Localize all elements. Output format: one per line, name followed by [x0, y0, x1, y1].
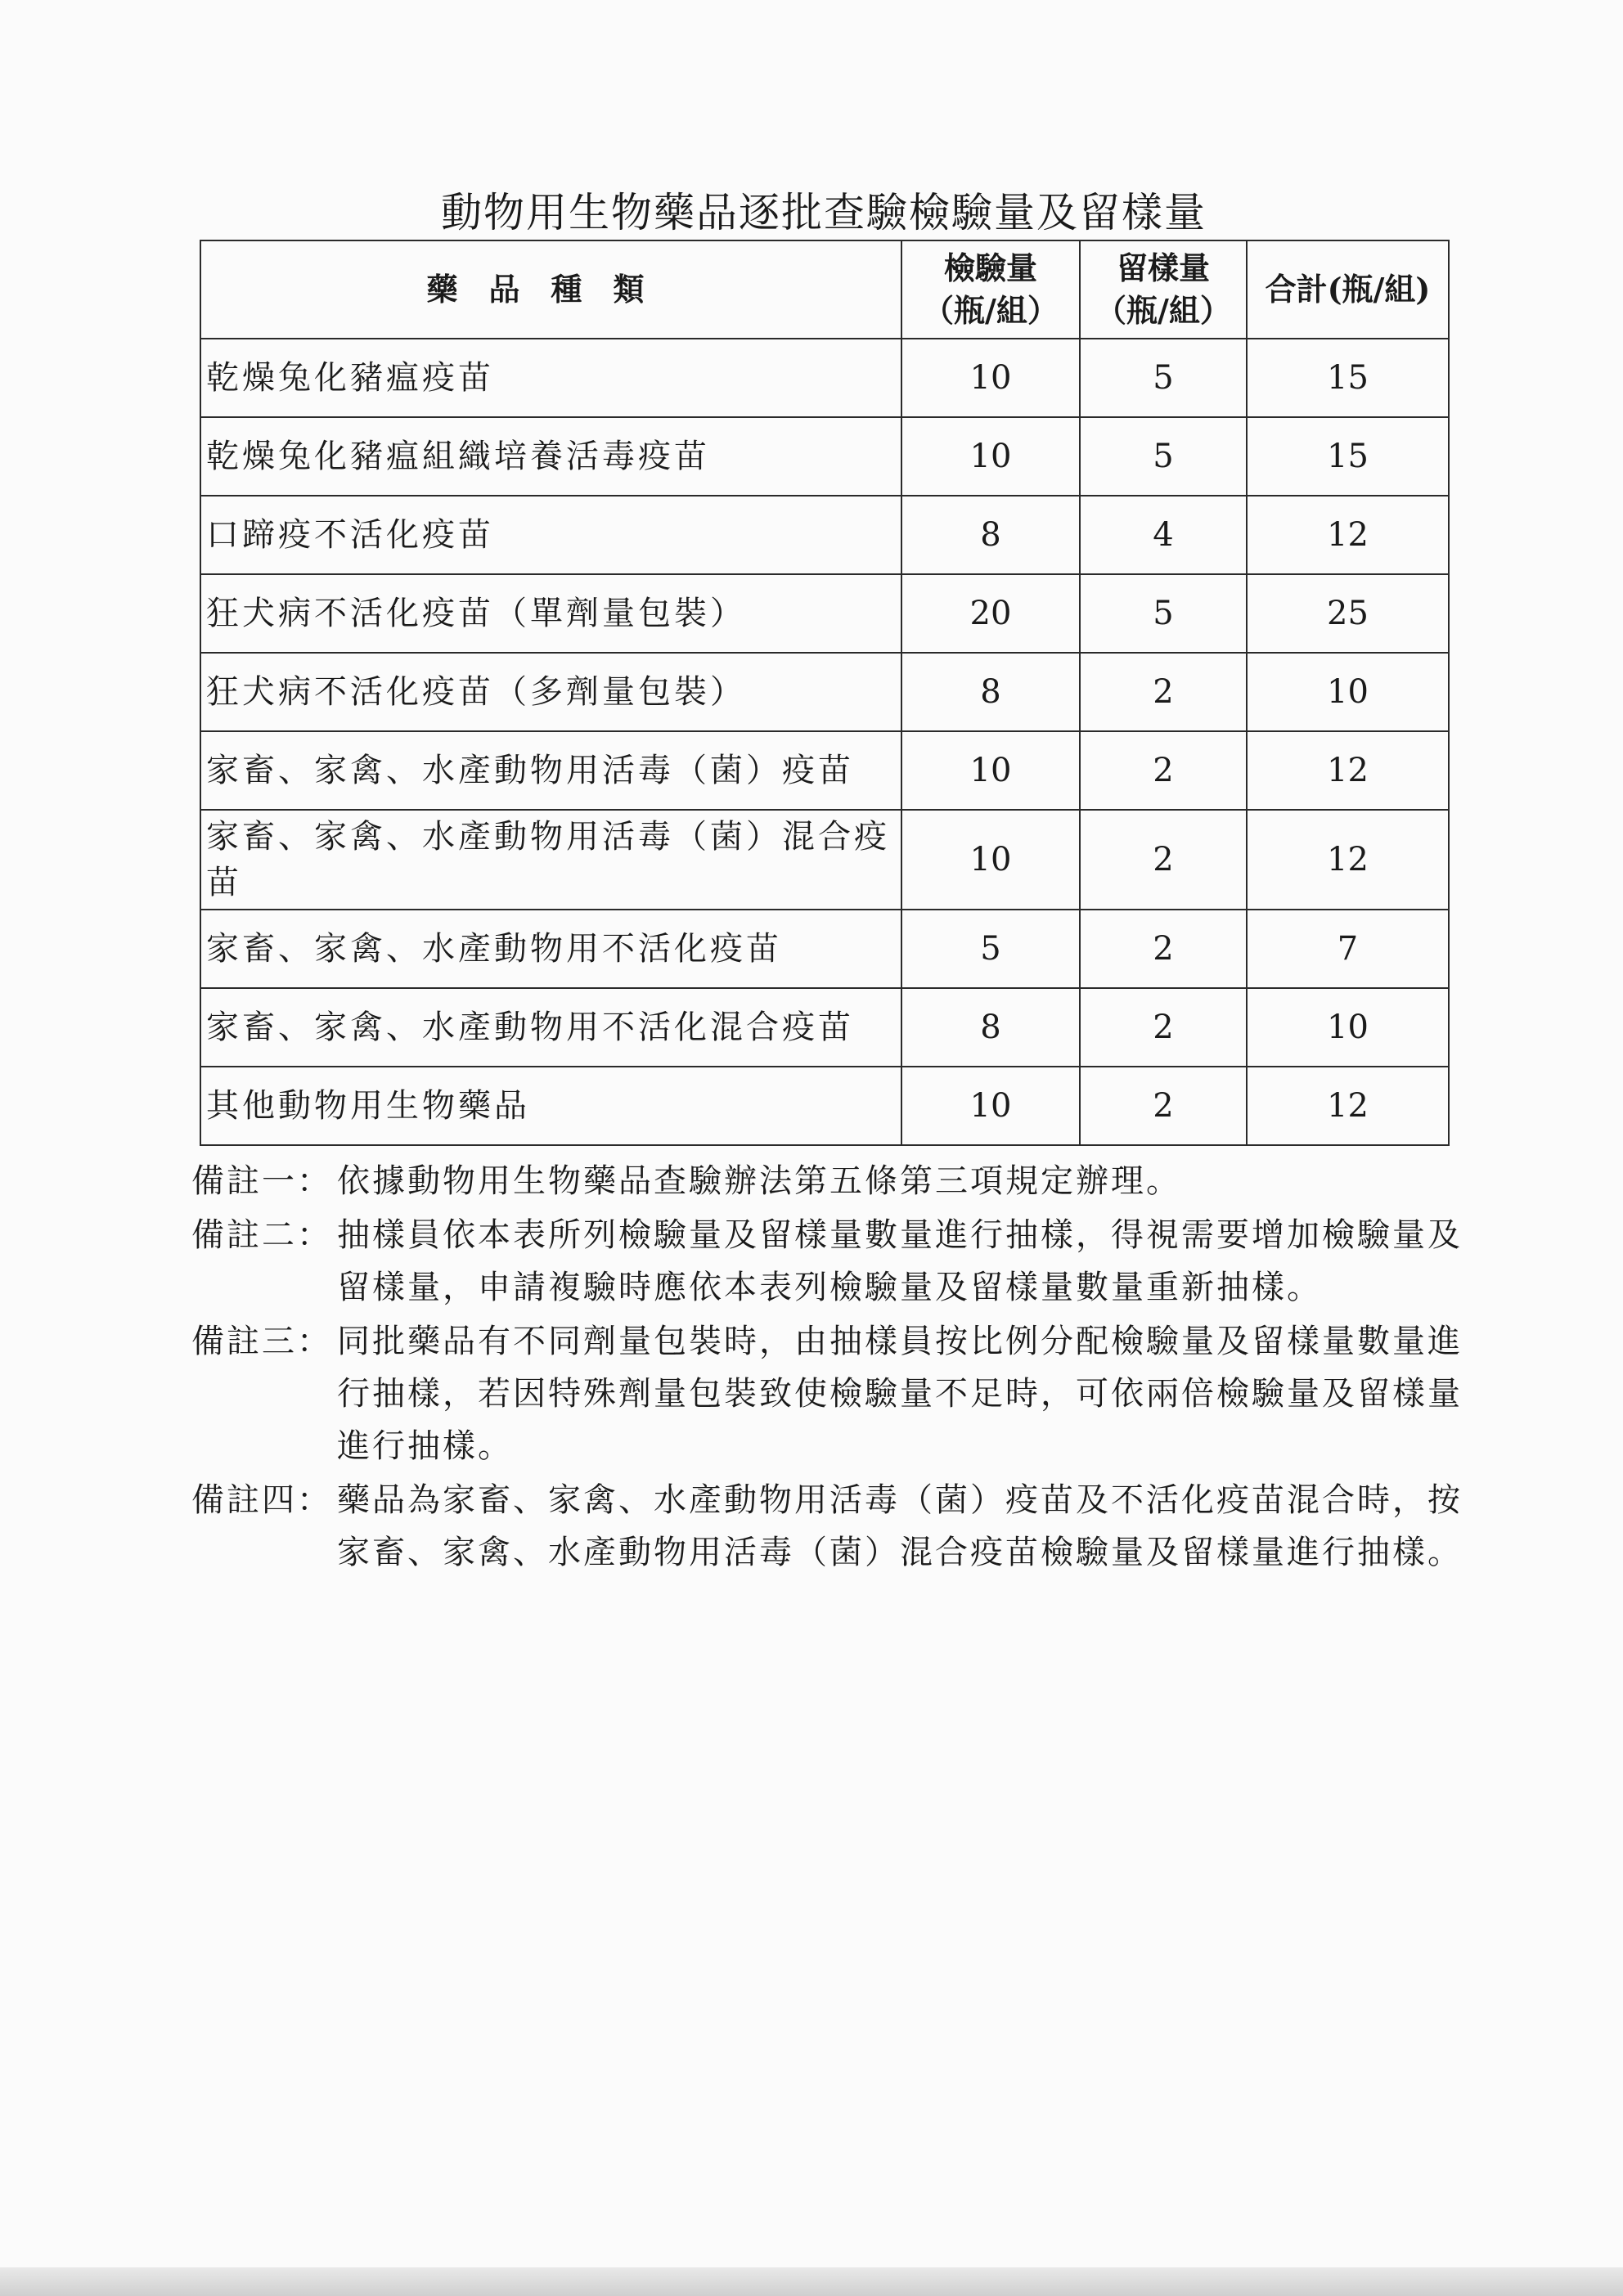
table-row [200, 653, 1449, 731]
table-row [200, 574, 1449, 653]
table-row [200, 417, 1449, 496]
remark-item [191, 1209, 1468, 1314]
remark-label: 備註三： [191, 1323, 332, 1360]
table-row [200, 988, 1449, 1067]
table-row [200, 810, 1449, 910]
row-retained-value: 2 [1080, 731, 1247, 810]
row-retained-value: 2 [1080, 988, 1247, 1067]
row-inspection-value: 8 [901, 988, 1080, 1067]
remark-label: 備註四： [191, 1481, 332, 1519]
row-inspection-value: 10 [901, 339, 1080, 417]
row-retained-value: 2 [1080, 1067, 1247, 1145]
row-drug-name: 家畜、家禽、水產動物用不活化疫苗 [200, 910, 901, 988]
row-total-value: 15 [1247, 417, 1449, 496]
row-retained-value: 5 [1080, 574, 1247, 653]
row-drug-name: 乾燥兔化豬瘟組織培養活毒疫苗 [200, 417, 901, 496]
remark-item [191, 1315, 1468, 1472]
row-retained-value: 5 [1080, 417, 1247, 496]
row-total-value: 12 [1247, 810, 1449, 910]
header-inspection-quantity [901, 240, 1080, 339]
row-drug-name: 家畜、家禽、水產動物用活毒（菌）疫苗 [200, 731, 901, 810]
inspection-quantity-table [200, 240, 1450, 1146]
table-row [200, 496, 1449, 574]
row-drug-name: 狂犬病不活化疫苗（多劑量包裝） [200, 653, 901, 731]
header-inspection-line1: 檢驗量 [943, 249, 1037, 286]
row-retained-value: 4 [1080, 496, 1247, 574]
remark-item [191, 1474, 1468, 1579]
scan-edge-shadow [0, 2267, 1623, 2296]
row-total-value: 10 [1247, 988, 1449, 1067]
row-drug-name: 乾燥兔化豬瘟疫苗 [200, 339, 901, 417]
remark-text: 同批藥品有不同劑量包裝時，由抽樣員按比例分配檢驗量及留樣量數量進行抽樣，若因特殊劑量包裝致使檢驗量不足時，可依兩倍檢驗量及留樣量進行抽樣。 [337, 1323, 1463, 1465]
header-drug-category: 藥品種類 [200, 240, 901, 339]
remark-text: 藥品為家畜、家禽、水產動物用活毒（菌）疫苗及不活化疫苗混合時，按家畜、家禽、水產動物用活毒（菌）混合疫苗檢驗量及留樣量進行抽樣。 [337, 1481, 1463, 1571]
row-inspection-value: 10 [901, 417, 1080, 496]
row-total-value: 12 [1247, 496, 1449, 574]
document-title: 動物用生物藥品逐批查驗檢驗量及留樣量 [441, 189, 1207, 236]
header-retained-line1: 留樣量 [1116, 249, 1210, 286]
row-inspection-value: 10 [901, 1067, 1080, 1145]
row-retained-value: 2 [1080, 810, 1247, 910]
row-drug-name: 口蹄疫不活化疫苗 [200, 496, 901, 574]
remark-text: 依據動物用生物藥品查驗辦法第五條第三項規定辦理。 [337, 1162, 1181, 1200]
table-row [200, 731, 1449, 810]
row-drug-name: 家畜、家禽、水產動物用活毒（菌）混合疫苗 [200, 810, 901, 910]
row-total-value: 7 [1247, 910, 1449, 988]
header-total: 合計(瓶/組) [1247, 240, 1449, 339]
row-inspection-value: 20 [901, 574, 1080, 653]
row-inspection-value: 10 [901, 810, 1080, 910]
row-total-value: 25 [1247, 574, 1449, 653]
row-total-value: 12 [1247, 731, 1449, 810]
row-drug-name: 其他動物用生物藥品 [200, 1067, 901, 1145]
row-inspection-value: 8 [901, 653, 1080, 731]
remark-item [191, 1155, 1468, 1207]
row-total-value: 15 [1247, 339, 1449, 417]
remark-label: 備註一： [191, 1162, 332, 1200]
row-retained-value: 5 [1080, 339, 1247, 417]
row-drug-name: 狂犬病不活化疫苗（單劑量包裝） [200, 574, 901, 653]
row-drug-name: 家畜、家禽、水產動物用不活化混合疫苗 [200, 988, 901, 1067]
table-row [200, 1067, 1449, 1145]
row-total-value: 12 [1247, 1067, 1449, 1145]
header-retained-line2: （瓶/組） [1095, 292, 1231, 329]
row-inspection-value: 8 [901, 496, 1080, 574]
remark-text: 抽樣員依本表所列檢驗量及留樣量數量進行抽樣，得視需要增加檢驗量及留樣量，申請複驗時應依本表列檢驗量及留樣量數量重新抽樣。 [337, 1216, 1463, 1306]
row-retained-value: 2 [1080, 910, 1247, 988]
row-inspection-value: 10 [901, 731, 1080, 810]
header-inspection-line2: （瓶/組） [923, 292, 1059, 329]
table-row [200, 910, 1449, 988]
row-retained-value: 2 [1080, 653, 1247, 731]
table-row [200, 339, 1449, 417]
table-header-row [200, 240, 1449, 339]
header-retained-quantity [1080, 240, 1247, 339]
remark-label: 備註二： [191, 1216, 332, 1254]
row-inspection-value: 5 [901, 910, 1080, 988]
remarks-section [191, 1155, 1468, 1580]
row-total-value: 10 [1247, 653, 1449, 731]
